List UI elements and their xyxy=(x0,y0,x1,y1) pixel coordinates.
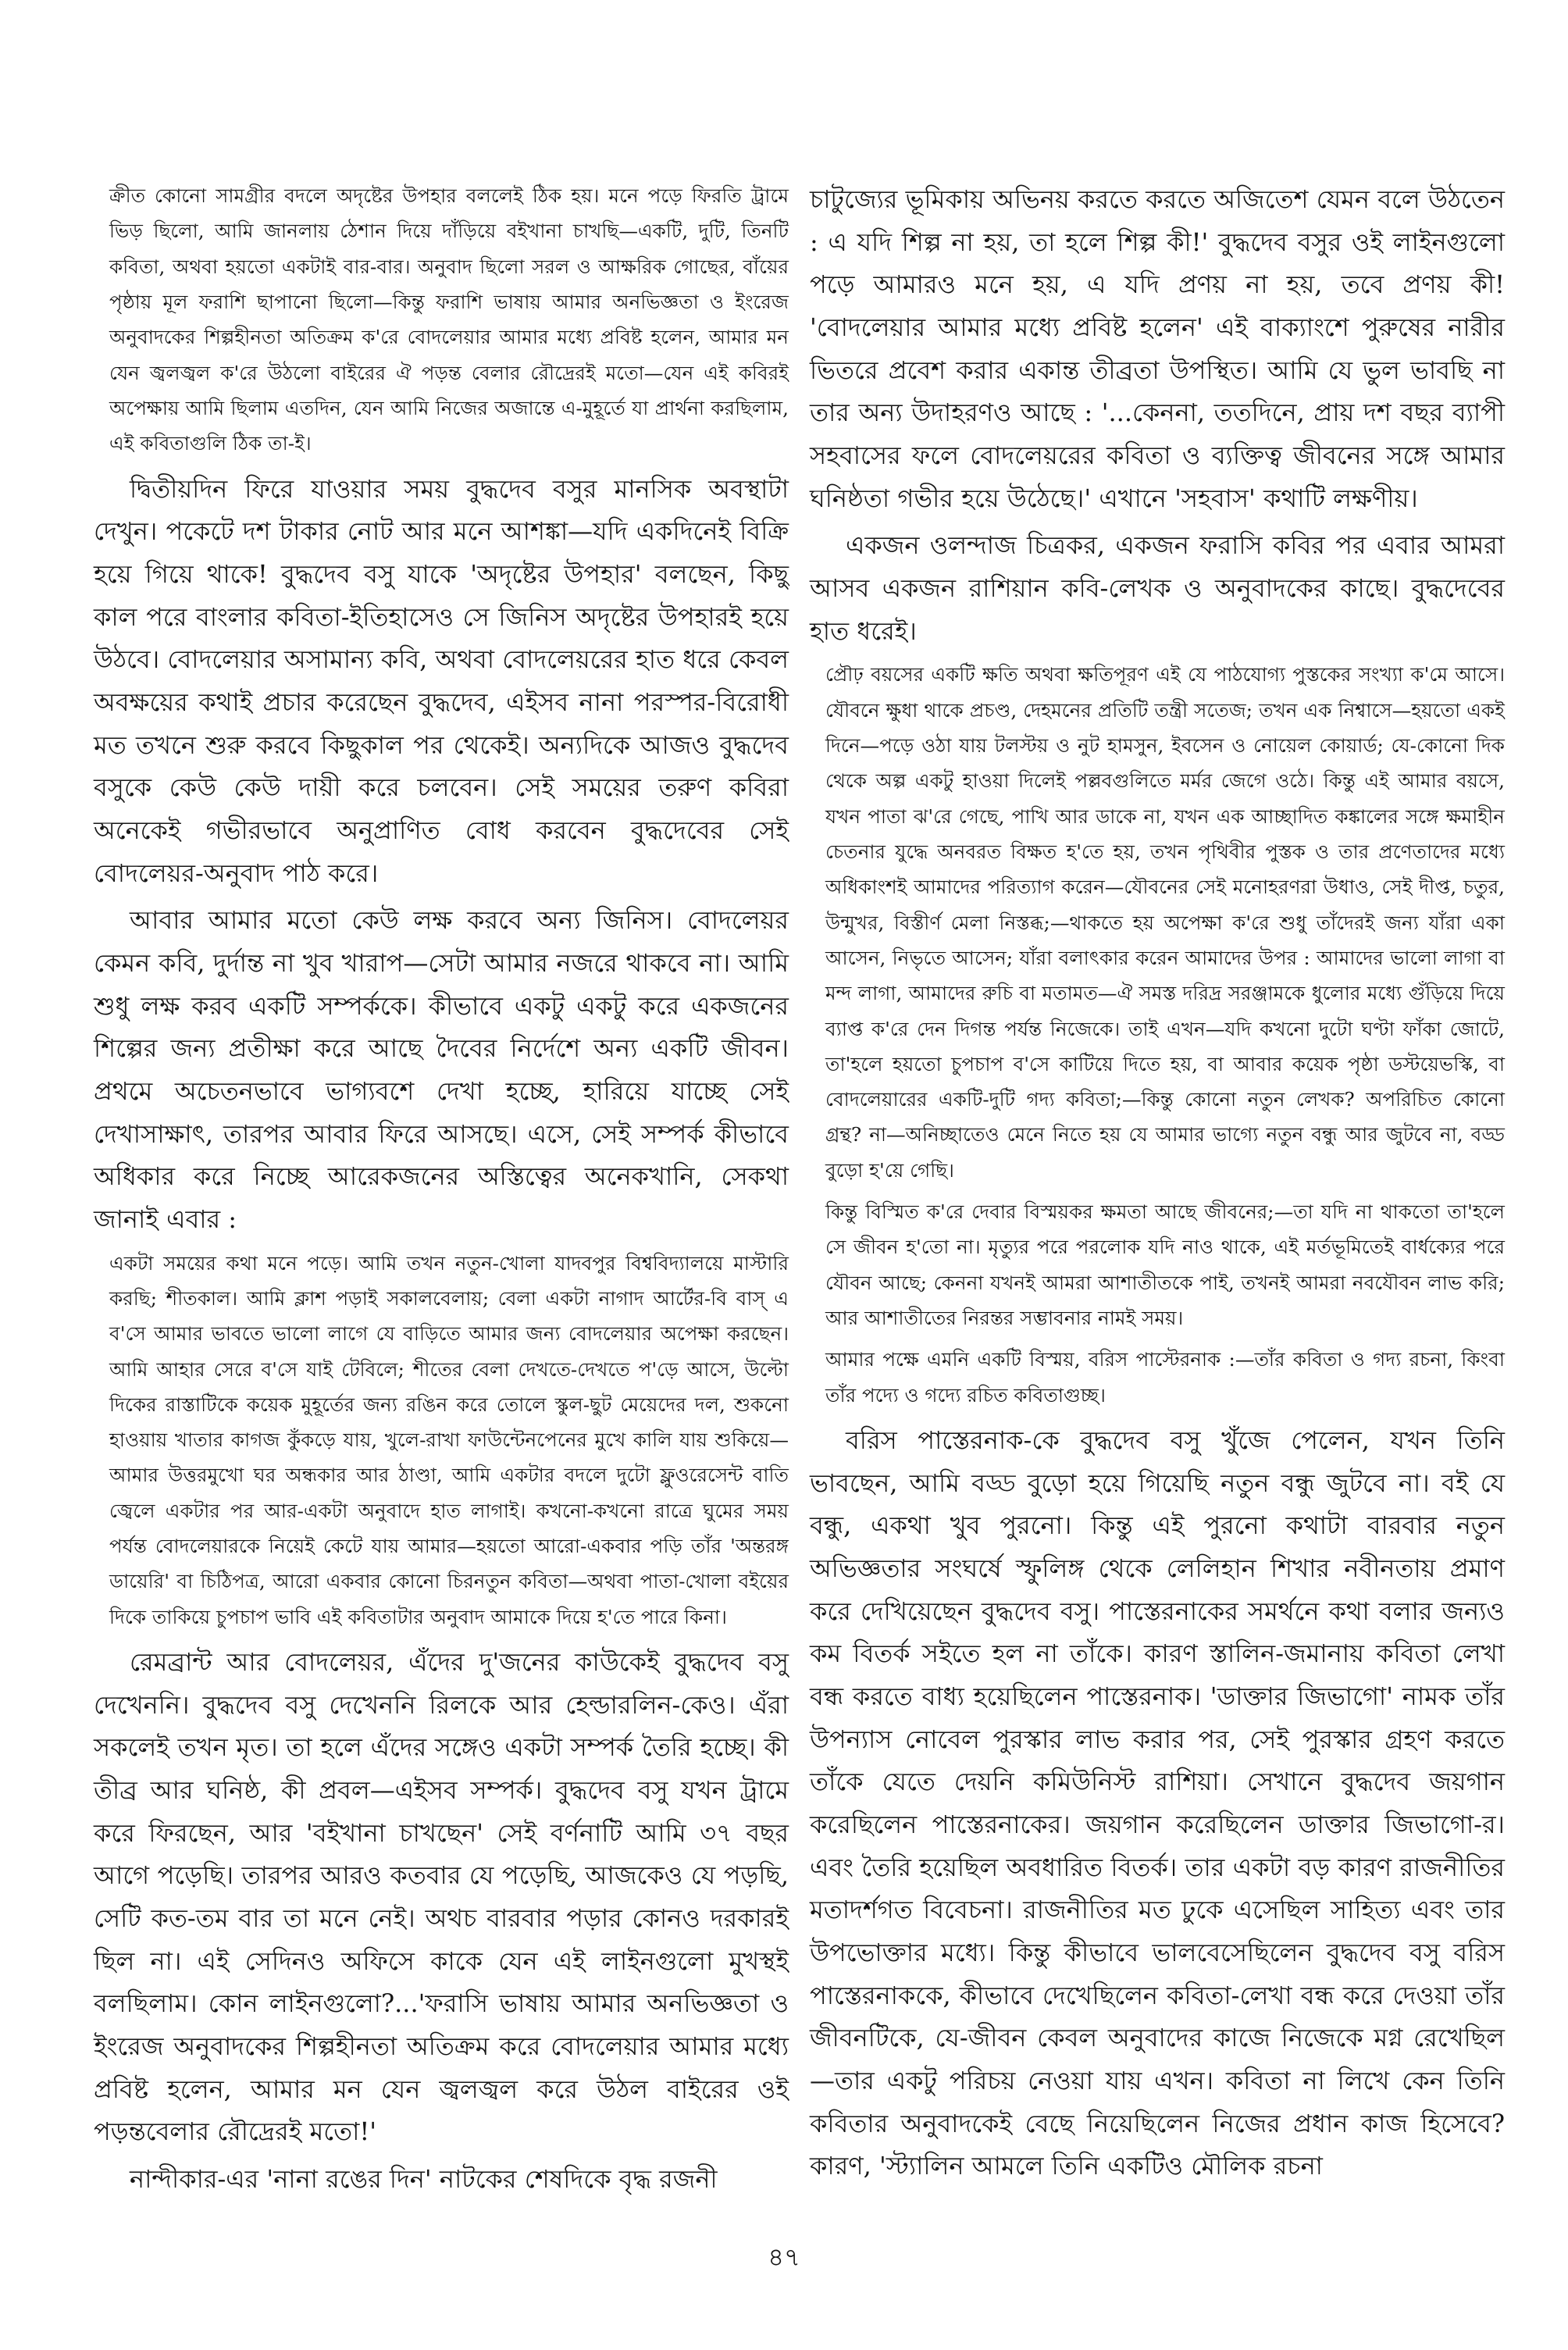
quoted-paragraph: একটা সময়ের কথা মনে পড়ে। আমি তখন নতুন-খোলা যাদবপুর বিশ্ববিদ্যালয়ে মাস্টারি করছি; শীতকাল। আমি ক্লাশ পড়াই সকালবেলায়; বেলা একটা নাগাদ আর্টের-বি বাস্ এ ব'সে আমার ভাবতে ভালো লাগে যে বাড়িতে আমার জন্য বোদলেয়ার অপেক্ষা করছেন। আমি আহার সেরে ব'সে যাই টেবিলে; শীতের বেলা দেখতে-দেখতে প'ড়ে আসে, উল্টো দিকের রাস্তাটিকে কয়েক মুহূর্তের জন্য রঙিন করে তোলে স্কুল-ছুট মেয়েদের দল, শুকনো হাওয়ায় খাতার কাগজ কুঁকড়ে যায়, খুলে-রাখা ফাউন্টেনপেনের মুখে কালি যায় শুকিয়ে—আমার উত্তরমুখো ঘর অন্ধকার আর ঠাণ্ডা, আমি একটার বদলে দুটো ফ্লুওরেসেন্ট বাতি জ্বেলে একটার পর আর-একটা অনুবাদে হাত লাগাই। কখনো-কখনো রাত্রে ঘুমের সময় পর্যন্ত বোদলেয়ারকে নিয়েই কেটে যায় আমার—হয়তো আরো-একবার পড়ি তাঁর 'অন্তরঙ্গ ডায়েরি' বা চিঠিপত্র, আরো একবার কোনো চিরনতুন কবিতা—অথবা পাতা-খোলা বইয়ের দিকে তাকিয়ে চুপচাপ ভাবি এই কবিতাটার অনুবাদ আমাকে দিয়ে হ'তে পারে কিনা। xyxy=(109,1251,789,1628)
page-number: ৪৭ xyxy=(768,2242,800,2272)
body-paragraph: চাটুজ্যের ভূমিকায় অভিনয় করতে করতে অজিতেশ যেমন বলে উঠতেন : এ যদি শিল্প না হয়, তা হলে শিল্প কী!' বুদ্ধদেব বসুর ওই লাইনগুলো পড়ে আমারও মনে হয়, এ যদি প্রণয় না হয়, তবে প্রণয় কী! 'বোদলেয়ার আমার মধ্যে প্রবিষ্ট হলেন' এই বাক্যাংশে পুরুষের নারীর ভিতরে প্রবেশ করার একান্ত তীব্রতা উপস্থিত। আমি যে ভুল ভাবছি না তার অন্য উদাহরণও আছে : '...কেননা, ততদিনে, প্রায় দশ বছর ব্যাপী সহবাসের ফলে বোদলেয়রের কবিতা ও ব্যক্তিত্ব জীবনের সঙ্গে আমার ঘনিষ্ঠতা গভীর হয়ে উঠেছে।' এখানে 'সহবাস' কথাটি লক্ষণীয়। xyxy=(810,184,1505,513)
body-paragraph: আবার আমার মতো কেউ লক্ষ করবে অন্য জিনিস। বোদলেয়র কেমন কবি, দুর্দান্ত না খুব খারাপ—সেটা আমার নজরে থাকবে না। আমি শুধু লক্ষ করব একটি সম্পর্ককে। কীভাবে একটু একটু করে একজনের শিল্পের জন্য প্রতীক্ষা করে আছে দৈবের নির্দেশে অন্য একটি জীবন। প্রথমে অচেতনভাবে ভাগ্যবশে দেখা হচ্ছে, হারিয়ে যাচ্ছে সেই দেখাসাক্ষাৎ, তারপর আবার ফিরে আসছে। এসে, সেই সম্পর্ক কীভাবে অধিকার করে নিচ্ছে আরেকজনের অস্তিত্বের অনেকখানি, সেকথা জানাই এবার : xyxy=(94,905,789,1234)
body-paragraph: নান্দীকার-এর 'নানা রঙের দিন' নাটকের শেষদিকে বৃদ্ধ রজনী xyxy=(130,2164,718,2195)
quoted-paragraph: প্রৌঢ় বয়সের একটি ক্ষতি অথবা ক্ষতিপূরণ এই যে পাঠযোগ্য পুস্তকের সংখ্যা ক'মে আসে। যৌবনে ক্ষুধা থাকে প্রচণ্ড, দেহমনের প্রতিটি তন্ত্রী সতেজ; তখন এক নিশ্বাসে—হয়তো একই দিনে—পড়ে ওঠা যায় টলস্টয় ও নুট হামসুন, ইবসেন ও নোয়েল কোয়ার্ড; যে-কোনো দিক থেকে অল্প একটু হাওয়া দিলেই পল্লবগুলিতে মর্মর জেগে ওঠে। কিন্তু এই আমার বয়সে, যখন পাতা ঝ'রে গেছে, পাখি আর ডাকে না, যখন এক আচ্ছাদিত কঙ্কালের সঙ্গে ক্ষমাহীন চেতনার যুদ্ধে অনবরত বিক্ষত হ'তে হয়, তখন পৃথিবীর পুস্তক ও তার প্রণেতাদের মধ্যে অধিকাংশই আমাদের পরিত্যাগ করেন—যৌবনের সেই মনোহরণরা উধাও, সেই দীপ্ত, চতুর, উন্মুখর, বিস্তীর্ণ মেলা নিস্তব্ধ;—থাকতে হয় অপেক্ষা ক'রে শুধু তাঁদেরই জন্য যাঁরা একা আসেন, নিভৃতে আসেন; যাঁরা বলাৎকার করেন আমাদের উপর : আমাদের ভালো লাগা বা মন্দ লাগা, আমাদের রুচি বা মতামত—ঐ সমস্ত দরিদ্র সরঞ্জামকে ধুলোর মধ্যে গুঁড়িয়ে দিয়ে ব্যাপ্ত ক'রে দেন দিগন্ত পর্যন্ত নিজেকে। তাই এখন—যদি কখনো দুটো ঘণ্টা ফাঁকা জোটে, তা'হলে হয়তো চুপচাপ ব'সে কাটিয়ে দিতে হয়, বা আবার কয়েক পৃষ্ঠা ডস্টয়েভস্কি, বা বোদলেয়ারের একটি-দুটি গদ্য কবিতা;—কিন্তু কোনো নতুন লেখক? অপরিচিত কোনো গ্রন্থ? না—অনিচ্ছাতেও মেনে নিতে হয় যে আমার ভাগ্যে নতুন বন্ধু আর জুটবে না, বড্ড বুড়ো হ'য়ে গেছি। xyxy=(825,663,1505,1182)
body-paragraph: বরিস পাস্তেরনাক-কে বুদ্ধদেব বসু খুঁজে পেলেন, যখন তিনি ভাবছেন, আমি বড্ড বুড়ো হয়ে গিয়েছি নতুন বন্ধু জুটবে না। বই যে বন্ধু, একথা খুব পুরনো। কিন্তু এই পুরনো কথাটা বারবার নতুন অভিজ্ঞতার সংঘর্ষে স্ফুলিঙ্গ থেকে লেলিহান শিখার নবীনতায় প্রমাণ করে দেখিয়েছেন বুদ্ধদেব বসু। পাস্তেরনাকের সমর্থনে কথা বলার জন্যও কম বিতর্ক সইতে হল না তাঁকে। কারণ স্তালিন-জমানায় কবিতা লেখা বন্ধ করতে বাধ্য হয়েছিলেন পাস্তেরনাক। 'ডাক্তার জিভাগো' নামক তাঁর উপন্যাস নোবেল পুরস্কার লাভ করার পর, সেই পুরস্কার গ্রহণ করতে তাঁকে যেতে দেয়নি কমিউনিস্ট রাশিয়া। সেখানে বুদ্ধদেব জয়গান করেছিলেন পাস্তেরনাকের। জয়গান করেছিলেন ডাক্তার জিভাগো-র। এবং তৈরি হয়েছিল অবধারিত বিতর্ক। তার একটা বড় কারণ রাজনীতির মতাদর্শগত বিবেচনা। রাজনীতির মত ঢুকে এসেছিল সাহিত্য এবং তার উপভোক্তার মধ্যে। কিন্তু কীভাবে ভালবেসেছিলেন বুদ্ধদেব বসু বরিস পাস্তেরনাককে, কীভাবে দেখেছিলেন কবিতা-লেখা বন্ধ করে দেওয়া তাঁর জীবনটিকে, যে-জীবন কেবল অনুবাদের কাজে নিজেকে মগ্ন রেখেছিল—তার একটু পরিচয় নেওয়া যায় এখন। কবিতা না লিখে কেন তিনি কবিতার অনুবাদকেই বেছে নিয়েছিলেন নিজের প্রধান কাজ হিসেবে? কারণ, 'স্ট্যালিন আমলে তিনি একটিও মৌলিক রচনা xyxy=(810,1425,1505,2181)
quoted-paragraph: ক্রীত কোনো সামগ্রীর বদলে অদৃষ্টের উপহার বললেই ঠিক হয়। মনে পড়ে ফিরতি ট্রামে ভিড় ছিলো, আমি জানলায় ঠেশান দিয়ে দাঁড়িয়ে বইখানা চাখছি—একটি, দুটি, তিনটি কবিতা, অথবা হয়তো একটাই বার-বার। অনুবাদ ছিলো সরল ও আক্ষরিক গোছের, বাঁয়ের পৃষ্ঠায় মূল ফরাশি ছাপানো ছিলো—কিন্তু ফরাশি ভাষায় আমার অনভিজ্ঞতা ও ইংরেজ অনুবাদকের শিল্পহীনতা অতিক্রম ক'রে বোদলেয়ার আমার মধ্যে প্রবিষ্ট হলেন, আমার মন যেন জ্বলজ্বল ক'রে উঠলো বাইরের ঐ পড়ন্ত বেলার রৌদ্রেরই মতো—যেন এই কবিরই অপেক্ষায় আমি ছিলাম এতদিন, যেন আমি নিজের অজান্তে এ-মুহূর্তে যা প্রার্থনা করছিলাম, এই কবিতাগুলি ঠিক তা-ই। xyxy=(109,184,789,455)
body-paragraph: দ্বিতীয়দিন ফিরে যাওয়ার সময় বুদ্ধদেব বসুর মানসিক অবস্থাটা দেখুন। পকেটে দশ টাকার নোট আর মনে আশঙ্কা—যদি একদিনেই বিক্রি হয়ে গিয়ে থাকে! বুদ্ধদেব বসু যাকে 'অদৃষ্টের উপহার' বলছেন, কিছু কাল পরে বাংলার কবিতা-ইতিহাসেও সে জিনিস অদৃষ্টের উপহারই হয়ে উঠবে। বোদলেয়ার অসামান্য কবি, অথবা বোদলেয়রের হাত ধরে কেবল অবক্ষয়ের কথাই প্রচার করেছেন বুদ্ধদেব, এইসব নানা পরস্পর-বিরোধী মত তখনে শুরু করবে কিছুকাল পর থেকেই। অন্যদিকে আজও বুদ্ধদেব বসুকে কেউ কেউ দায়ী করে চলবেন। সেই সময়ের তরুণ কবিরা অনেকেই গভীরভাবে অনুপ্রাণিত বোধ করবেন বুদ্ধদেবের সেই বোদলেয়র-অনুবাদ পাঠ করে। xyxy=(94,473,789,888)
body-paragraph: একজন ওলন্দাজ চিত্রকর, একজন ফরাসি কবির পর এবার আমরা আসব একজন রাশিয়ান কবি-লেখক ও অনুবাদকের কাছে। বুদ্ধদেবের হাত ধরেই। xyxy=(810,530,1505,646)
right-column xyxy=(810,178,1505,2192)
quoted-paragraph: কিন্তু বিস্মিত ক'রে দেবার বিস্ময়কর ক্ষমতা আছে জীবনের;—তা যদি না থাকতো তা'হলে সে জীবন হ'তো না। মৃত্যুর পরে পরলোক যদি নাও থাকে, এই মর্তভূমিতেই বার্ধক্যের পরে যৌবন আছে; কেননা যখনই আমরা আশাতীতকে পাই, তখনই আমরা নবযৌবন লাভ করি; আর আশাতীতের নিরন্তর সম্ভাবনার নামই সময়। xyxy=(825,1200,1505,1330)
body-paragraph: রেমব্রান্ট আর বোদলেয়র, এঁদের দু'জনের কাউকেই বুদ্ধদেব বসু দেখেননি। বুদ্ধদেব বসু দেখেননি রিলকে আর হেল্ডারলিন-কেও। এঁরা সকলেই তখন মৃত। তা হলে এঁদের সঙ্গেও একটা সম্পর্ক তৈরি হচ্ছে। কী তীব্র আর ঘনিষ্ঠ, কী প্রবল—এইসব সম্পর্ক। বুদ্ধদেব বসু যখন ট্রামে করে ফিরছেন, আর 'বইখানা চাখছেন' সেই বর্ণনাটি আমি ৩৭ বছর আগে পড়েছি। তারপর আরও কতবার যে পড়েছি, আজকেও যে পড়ছি, সেটি কত-তম বার তা মনে নেই। অথচ বারবার পড়ার কোনও দরকারই ছিল না। এই সেদিনও অফিসে কাকে যেন এই লাইনগুলো মুখস্থই বলছিলাম। কোন লাইনগুলো?...'ফরাসি ভাষায় আমার অনভিজ্ঞতা ও ইংরেজ অনুবাদকের শিল্পহীনতা অতিক্রম করে বোদলেয়ার আমার মধ্যে প্রবিষ্ট হলেন, আমার মন যেন জ্বলজ্বল করে উঠল বাইরের ওই পড়ন্তবেলার রৌদ্রেরই মতো!' xyxy=(94,1647,789,2147)
quoted-paragraph: আমার পক্ষে এমনি একটি বিস্ময়, বরিস পাস্টেরনাক :—তাঁর কবিতা ও গদ্য রচনা, কিংবা তাঁর পদ্যে ও গদ্যে রচিত কবিতাগুচ্ছ। xyxy=(825,1348,1505,1407)
left-column xyxy=(94,178,789,2206)
